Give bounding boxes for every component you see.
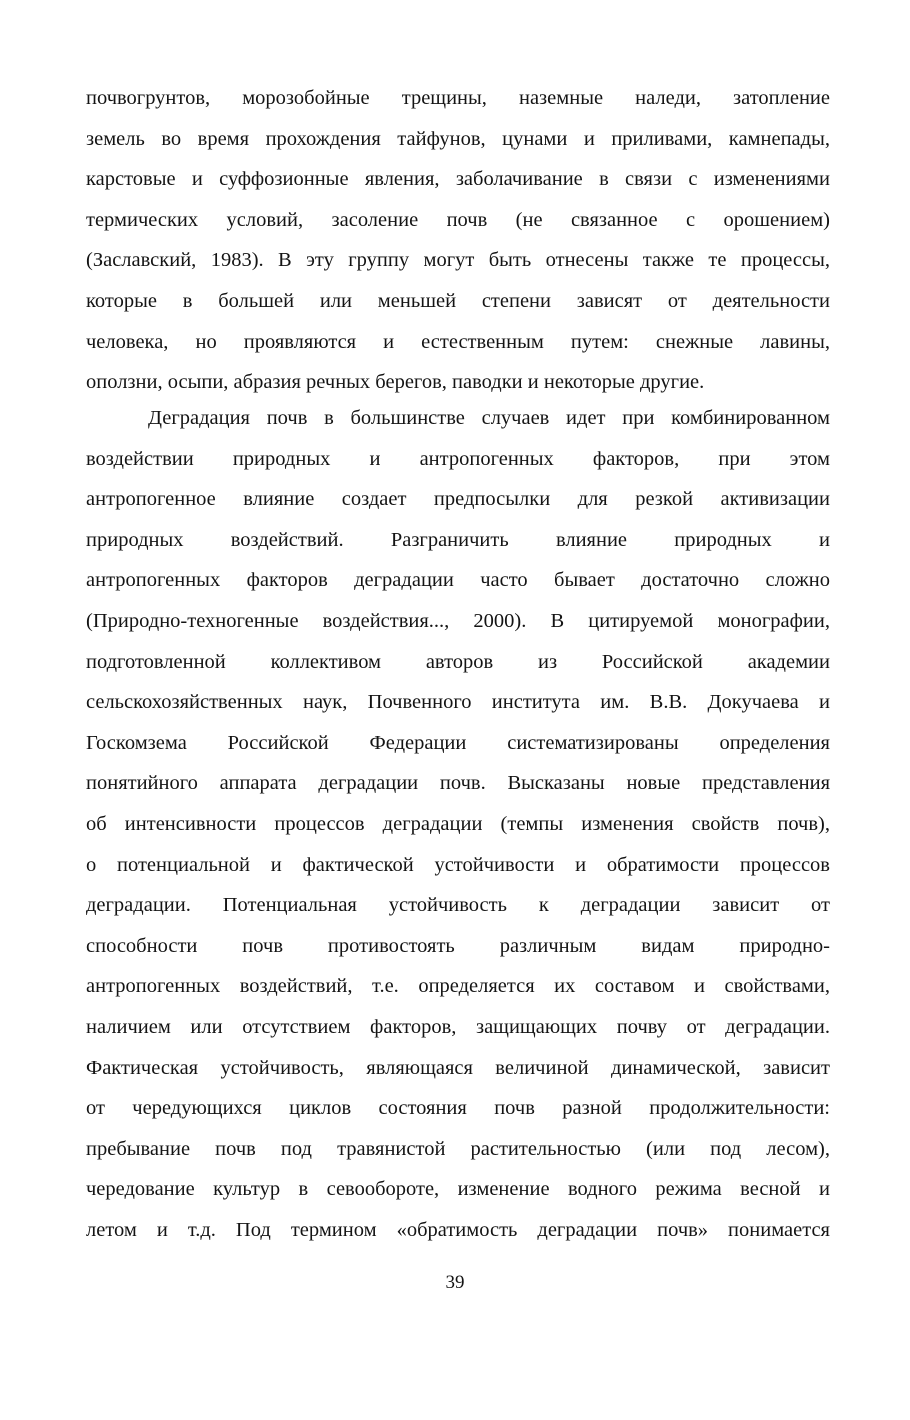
text-line: от чередующихся циклов состояния почв разной продолжительности: [86,1097,830,1120]
page-number: 39 [445,1272,465,1293]
text-line: подготовленной коллективом авторов из Российской академии [86,650,830,673]
text-line: деградации. Потенциальная устойчивость к деградации зависит от [86,894,830,917]
text-line: термических условий, засоление почв (не связанное с орошением) [86,208,830,231]
text-line: чередование культур в севообороте, изменение водного режима весной и [86,1178,830,1201]
paragraph-2 [86,398,830,1250]
text-line: (Природно-техногенные воздействия..., 2000). В цитируемой монографии, [86,609,830,632]
text-line: об интенсивности процессов деградации (темпы изменения свойств почв), [86,812,830,835]
text-line: сельскохозяйственных наук, Почвенного института им. В.В. Докучаева и [86,691,830,714]
text-line: (Заславский, 1983). В эту группу могут быть отнесены также те процессы, [86,249,830,272]
text-line: земель во время прохождения тайфунов, цунами и приливами, камнепады, [86,127,830,150]
text-line: Деградация почв в большинстве случаев идет при комбинированном [148,407,830,429]
text-line: природных воздействий. Разграничить влияние природных и [86,528,830,551]
text-line: летом и т.д. Под термином «обратимость деградации почв» понимается [86,1218,830,1241]
text-line: антропогенное влияние создает предпосылки для резкой активизации [86,488,830,511]
text-line: Госкомзема Российской Федерации систематизированы определения [86,731,830,754]
text-line: почвогрунтов, морозобойные трещины, наземные наледи, затопление [86,87,830,109]
text-line: антропогенных воздействий, т.е. определяется их составом и свойствами, [86,975,830,998]
paragraph-1 [86,78,830,403]
text-line: пребывание почв под травянистой растительностью (или под лесом), [86,1137,830,1160]
text-line: Фактическая устойчивость, являющаяся величиной динамической, зависит [86,1056,830,1079]
text-line: которые в большей или меньшей степени зависят от деятельности [86,289,830,312]
text-line: антропогенных факторов деградации часто бывает достаточно сложно [86,569,830,592]
text-line: воздействии природных и антропогенных факторов, при этом [86,447,830,470]
text-line: наличием или отсутствием факторов, защищающих почву от деградации. [86,1015,830,1038]
text-line: понятийного аппарата деградации почв. Высказаны новые представления [86,772,830,795]
text-line: о потенциальной и фактической устойчивости и обратимости процессов [86,853,830,876]
text-line: способности почв противостоять различным видам природно- [86,934,830,957]
text-line: человека, но проявляются и естественным путем: снежные лавины, [86,330,830,353]
text-line: оползни, осыпи, абразия речных берегов, паводки и некоторые другие. [86,371,705,394]
text-line: карстовые и суффозионные явления, заболачивание в связи с изменениями [86,168,830,191]
